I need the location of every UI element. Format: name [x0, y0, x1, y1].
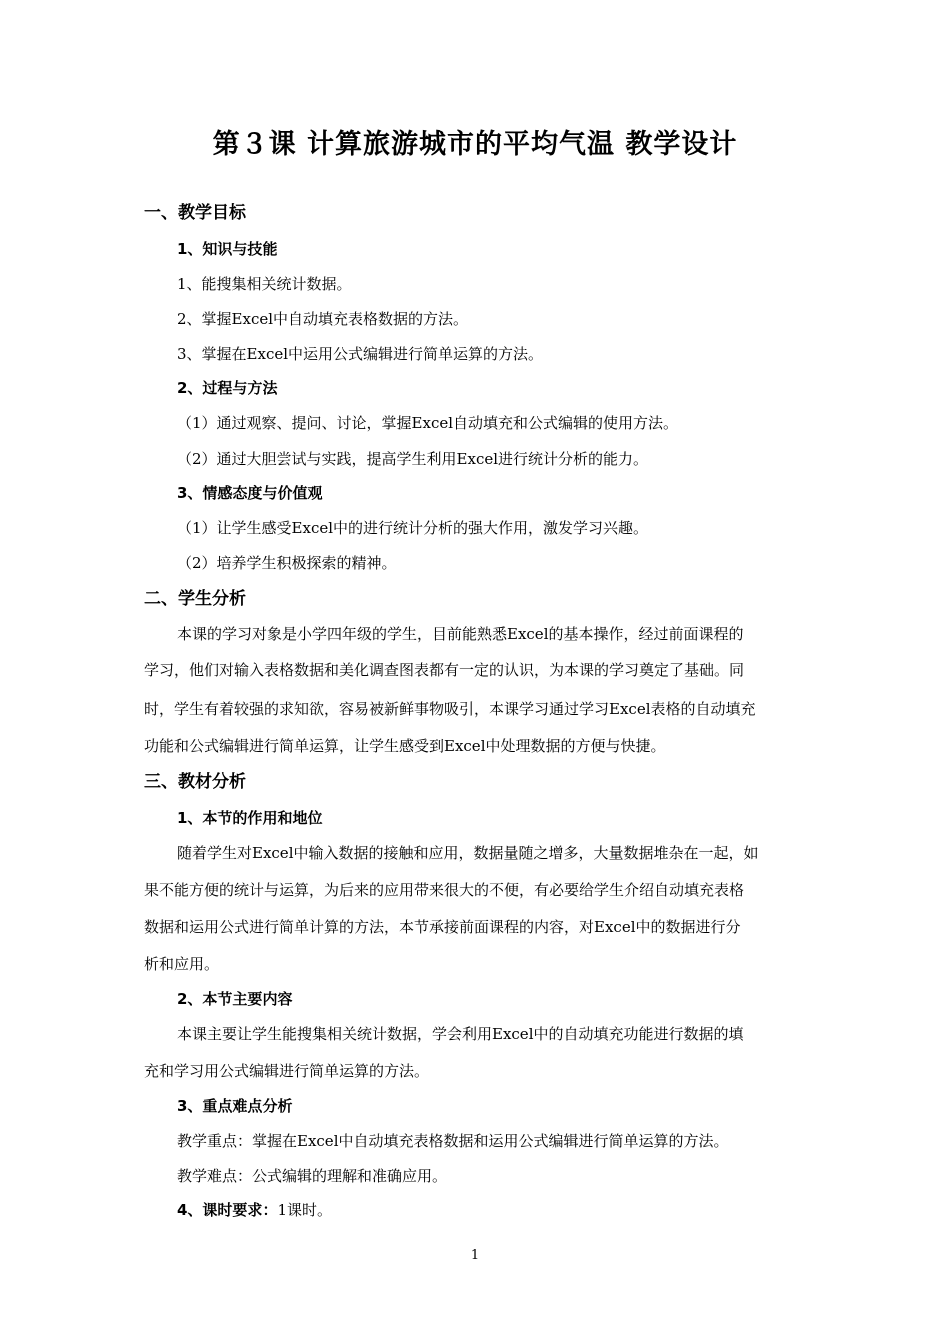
subheading-key-difficult-points: 3、重点难点分析	[177, 1097, 293, 1115]
subheading-attitude-values: 3、情感态度与价值观	[177, 484, 323, 502]
paragraph-line: 充和学习用公式编辑进行简单运算的方法。	[144, 1062, 430, 1080]
paragraph-line: 本课主要让学生能搜集相关统计数据，学会利用Excel中的自动填充功能进行数据的填	[177, 1025, 744, 1043]
paragraph-line: 教学重点：掌握在Excel中自动填充表格数据和运用公式编辑进行简单运算的方法。	[177, 1132, 729, 1150]
subheading-knowledge-skills: 1、知识与技能	[177, 240, 278, 258]
class-hours-line	[177, 1200, 332, 1220]
paragraph-line: 析和应用。	[144, 955, 220, 973]
paragraph-line: 时，学生有着较强的求知欲，容易被新鲜事物吸引，本课学习通过学习Excel表格的自动填充	[144, 700, 756, 718]
list-item: 1、能搜集相关统计数据。	[177, 275, 352, 293]
section-heading-material-analysis: 三、教材分析	[144, 772, 246, 792]
class-hours-value: 1课时。	[277, 1201, 332, 1219]
section-heading-objectives: 一、教学目标	[144, 203, 246, 223]
paragraph-line: 功能和公式编辑进行简单运算，让学生感受到Excel中处理数据的方便与快捷。	[144, 737, 666, 755]
subheading-main-content: 2、本节主要内容	[177, 990, 293, 1008]
list-item: （1）通过观察、提问、讨论，掌握Excel自动填充和公式编辑的使用方法。	[177, 414, 679, 432]
paragraph-line: 教学难点：公式编辑的理解和准确应用。	[177, 1167, 448, 1185]
document-title: 第３课 计算旅游城市的平均气温 教学设计	[212, 129, 738, 160]
class-hours-label: 4、课时要求：	[177, 1201, 278, 1219]
subheading-role-position: 1、本节的作用和地位	[177, 809, 323, 827]
paragraph-line: 数据和运用公式进行简单计算的方法，本节承接前面课程的内容，对Excel中的数据进行分	[144, 918, 741, 936]
paragraph-line: 本课的学习对象是小学四年级的学生，目前能熟悉Excel的基本操作，经过前面课程的	[177, 625, 744, 643]
paragraph-line: 果不能方便的统计与运算，为后来的应用带来很大的不便，有必要给学生介绍自动填充表格	[144, 881, 745, 899]
list-item: （1）让学生感受Excel中的进行统计分析的强大作用，激发学习兴趣。	[177, 519, 649, 537]
section-heading-student-analysis: 二、学生分析	[144, 589, 246, 609]
paragraph-line: 学习，他们对输入表格数据和美化调查图表都有一定的认识，为本课的学习奠定了基础。同	[144, 661, 745, 679]
list-item: 2、掌握Excel中自动填充表格数据的方法。	[177, 310, 469, 328]
page-number: 1	[470, 1248, 480, 1263]
subheading-process-method: 2、过程与方法	[177, 379, 278, 397]
paragraph-line: 随着学生对Excel中输入数据的接触和应用，数据量随之增多，大量数据堆杂在一起，如	[177, 844, 759, 862]
list-item: 3、掌握在Excel中运用公式编辑进行简单运算的方法。	[177, 345, 544, 363]
list-item: （2）通过大胆尝试与实践，提高学生利用Excel进行统计分析的能力。	[177, 450, 649, 468]
list-item: （2）培养学生积极探索的精神。	[177, 554, 397, 572]
